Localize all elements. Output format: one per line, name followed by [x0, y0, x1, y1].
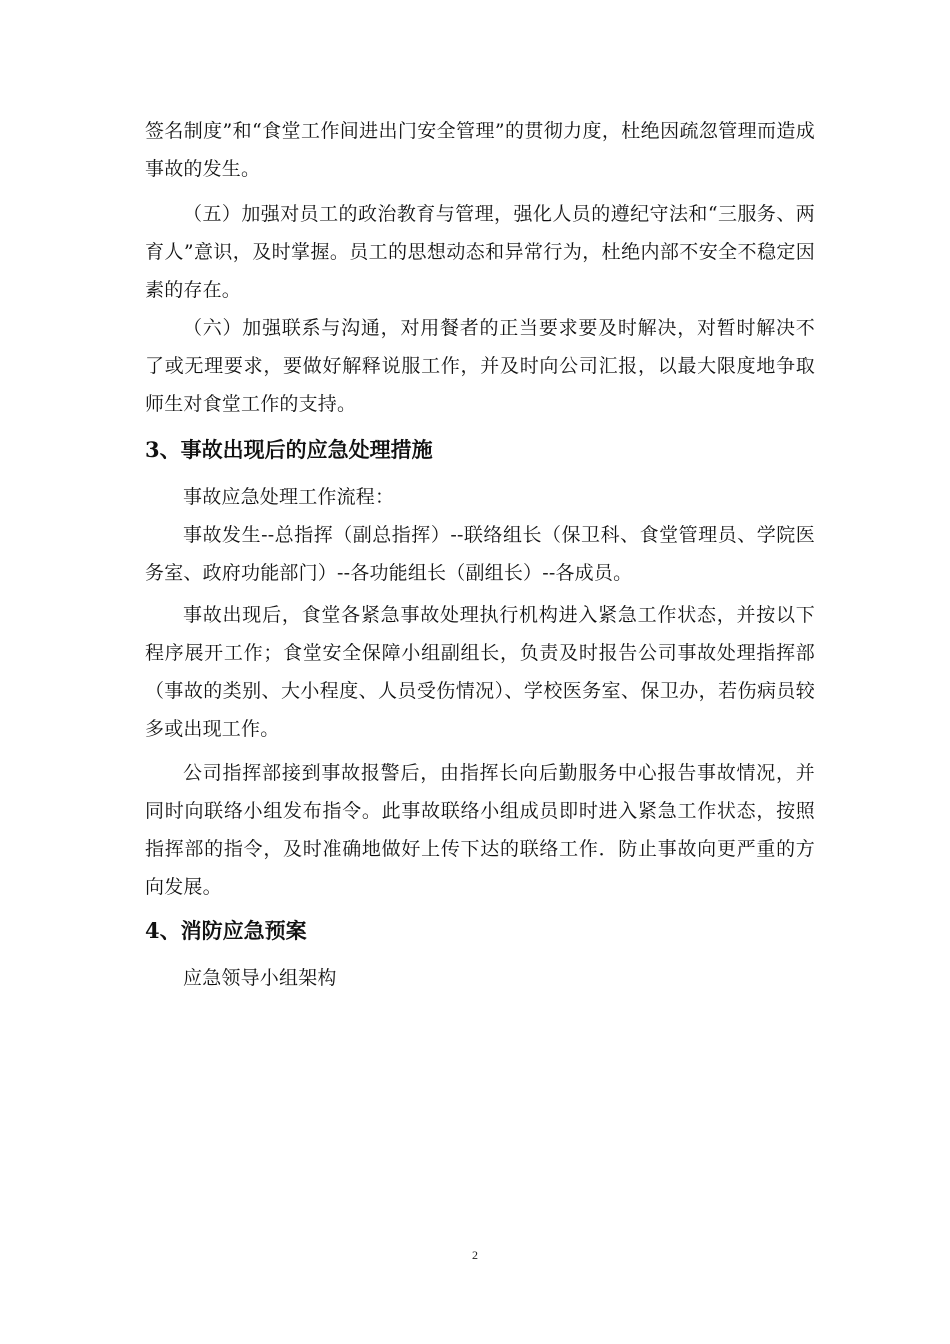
paragraph-command-report: 公司指挥部接到事故报警后，由指挥长向后勤服务中心报告事故情况，并同时向联络小组发布指令。此事故联络小组成员即时进入紧急工作状态，按照指挥部的指令，及时准确地做好上传下达的联络工作．防止事故向更严重的方向发展。 — [145, 762, 815, 898]
page-number: 2 — [472, 1248, 478, 1262]
paragraph-workflow-title: 事故应急处理工作流程： — [183, 486, 395, 508]
paragraph-leadership-structure: 应急领导小组架构 — [183, 967, 337, 989]
paragraph-sign-in-rules: 签名制度”和“食堂工作间进出门安全管理”的贯彻力度，杜绝因疏忽管理而造成事故的发生。 — [145, 120, 815, 180]
paragraph-workflow-chain: 事故发生--总指挥（副总指挥）--联络组长（保卫科、食堂管理员、学院医务室、政府功能部门）--各功能组长（副组长）--各成员。 — [145, 524, 815, 584]
paragraph-item-five: （五）加强对员工的政治教育与管理，强化人员的遵纪守法和“三服务、两育人”意识，及时掌握。员工的思想动态和异常行为，杜绝内部不安全不稳定因素的存在。 — [145, 203, 815, 301]
paragraph-item-six: （六）加强联系与沟通，对用餐者的正当要求要及时解决，对暂时解决不了或无理要求，要做好解释说服工作，并及时向公司汇报，以最大限度地争取师生对食堂工作的支持。 — [145, 317, 815, 415]
paragraph-emergency-state: 事故出现后，食堂各紧急事故处理执行机构进入紧急工作状态，并按以下程序展开工作；食堂安全保障小组副组长，负责及时报告公司事故处理指挥部（事故的类别、大小程度、人员受伤情况）、学校医务室、保卫办，若伤病员较多或出现工作。 — [145, 604, 815, 740]
section-heading-4: 4、消防应急预案 — [145, 918, 307, 943]
section-heading-3: 3、事故出现后的应急处理措施 — [145, 437, 433, 462]
